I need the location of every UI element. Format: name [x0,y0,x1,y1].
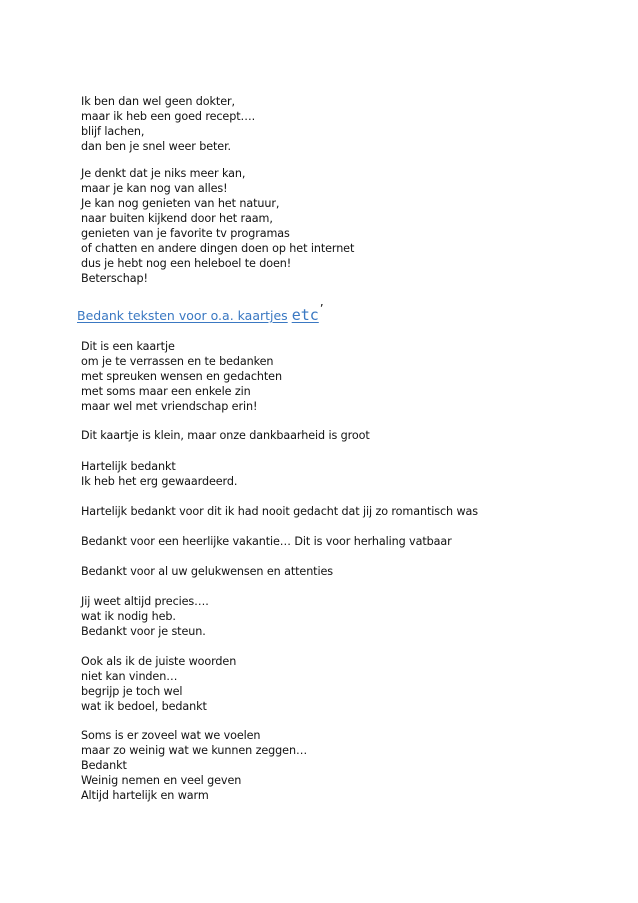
text-line: Hartelijk bedankt [81,460,176,473]
heading-apostrophe: ’ [319,302,324,316]
text-line: naar buiten kijkend door het raam, [81,212,273,225]
stanza-small-card [81,428,601,443]
text-line: wat ik bedoel, bedankt [81,700,207,713]
stanza-vacation [81,534,601,549]
text-line: Hartelijk bedankt voor dit ik had nooit gedacht dat jij zo romantisch was [81,505,479,518]
stanza-wishes [81,564,601,579]
text-line: Je kan nog genieten van het natuur, [81,197,280,210]
text-line: maar wel met vriendschap erin! [81,400,258,413]
text-line: maar je kan nog van alles! [81,182,228,195]
text-line: Beterschap! [81,272,148,285]
text-line: Bedankt [81,759,127,772]
text-line: Jij weet altijd precies…. [81,595,209,608]
stanza-words [81,654,601,714]
poem-get-well-short [81,94,601,154]
text-line: Ik heb het erg gewaardeerd. [81,475,238,488]
stanza-thanks [81,459,601,489]
text-line: wat ik nodig heb. [81,610,176,623]
text-line: of chatten en andere dingen doen op het internet [81,242,355,255]
text-line: met soms maar een enkele zin [81,385,251,398]
stanza-feelings [81,728,601,803]
text-line: Soms is er zoveel wat we voelen [81,729,261,742]
text-line: met spreuken wensen en gedachten [81,370,282,383]
text-line: begrijp je toch wel [81,685,183,698]
text-line: Bedankt voor je steun. [81,625,206,638]
text-line: om je te verrassen en te bedanken [81,355,274,368]
text-line: dan ben je snel weer beter. [81,140,232,153]
heading-text: Bedank teksten voor o.a. kaartjes [77,308,288,323]
stanza-romantic [81,504,601,519]
text-line: Je denkt dat je niks meer kan, [81,167,246,180]
text-line: Altijd hartelijk en warm [81,789,209,802]
text-line: Dit kaartje is klein, maar onze dankbaarheid is groot [81,429,370,442]
text-line: blijf lachen, [81,125,145,138]
text-line: genieten van je favorite tv programas [81,227,290,240]
stanza-card [81,339,601,414]
section-heading [77,302,324,325]
heading-etc: etc [291,306,319,324]
text-line: niet kan vinden… [81,670,178,683]
text-line: Bedankt voor een heerlijke vakantie… Dit is voor herhaling vatbaar [81,535,452,548]
text-line: maar zo weinig wat we kunnen zeggen… [81,744,308,757]
stanza-support [81,594,601,639]
text-line: Bedankt voor al uw gelukwensen en attenties [81,565,333,578]
text-line: Weinig nemen en veel geven [81,774,242,787]
poem-get-well-long [81,166,601,286]
text-line: Ik ben dan wel geen dokter, [81,95,235,108]
text-line: maar ik heb een goed recept…. [81,110,256,123]
text-line: Ook als ik de juiste woorden [81,655,237,668]
text-line: Dit is een kaartje [81,340,175,353]
text-line: dus je hebt nog een heleboel te doen! [81,257,292,270]
